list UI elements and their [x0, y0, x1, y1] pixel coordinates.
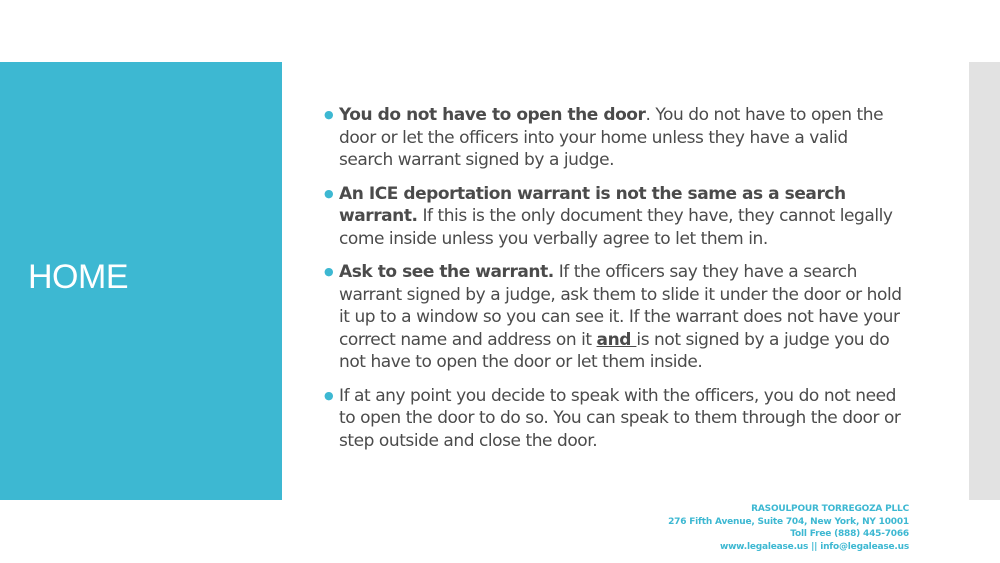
footer-address: 276 Fifth Avenue, Suite 704, New York, NY 10001	[668, 516, 909, 527]
bullet-bold-text: An ICE deportation warrant is not the same as a search warrant.	[339, 183, 846, 226]
bullet-list	[322, 104, 902, 463]
right-side-bar	[969, 62, 1000, 500]
bullet-bold-text: Ask to see the warrant.	[339, 262, 554, 282]
bullet-item	[322, 183, 902, 251]
bullet-dot-icon: ●	[324, 186, 334, 200]
bullet-text: . You do not have to open the door or let the officers into your home unless they have a valid search warrant signed by a judge.	[339, 105, 884, 170]
footer-firm-name: RASOULPOUR TORREGOZA PLLC	[751, 504, 909, 514]
bullet-item	[322, 385, 902, 453]
bullet-item	[322, 104, 902, 172]
bullet-text: If the officers say they have a search warrant signed by a judge, ask them to slide it under the door or hold it up to a window so you can see it. If the warrant does not have your correct name and address on it	[339, 262, 902, 350]
footer-phone: Toll Free (888) 445-7066	[790, 529, 909, 539]
footer-contact-links: www.legalease.us || info@legalease.us	[719, 541, 909, 552]
footer-contact-block	[668, 503, 909, 553]
bullet-text: If at any point you decide to speak with the officers, you do not need to open the door to do so. You can speak to them through the door or step outside and close the door.	[339, 385, 901, 451]
bullet-bold-text: You do not have to open the door	[339, 105, 646, 125]
bullet-text: If this is the only document they have, they cannot legally come inside unless you verbally agree to let them in.	[339, 206, 893, 249]
bullet-dot-icon: ●	[324, 108, 334, 121]
bullet-item	[322, 261, 902, 374]
slide-title: HOME	[28, 258, 128, 296]
bullet-dot-icon: ●	[324, 265, 334, 278]
bullet-text-after: is not signed by a judge you do not have to open the door or let them inside.	[339, 329, 890, 372]
bullet-emphasis-text: and	[596, 329, 637, 350]
bullet-dot-icon: ●	[324, 388, 334, 402]
